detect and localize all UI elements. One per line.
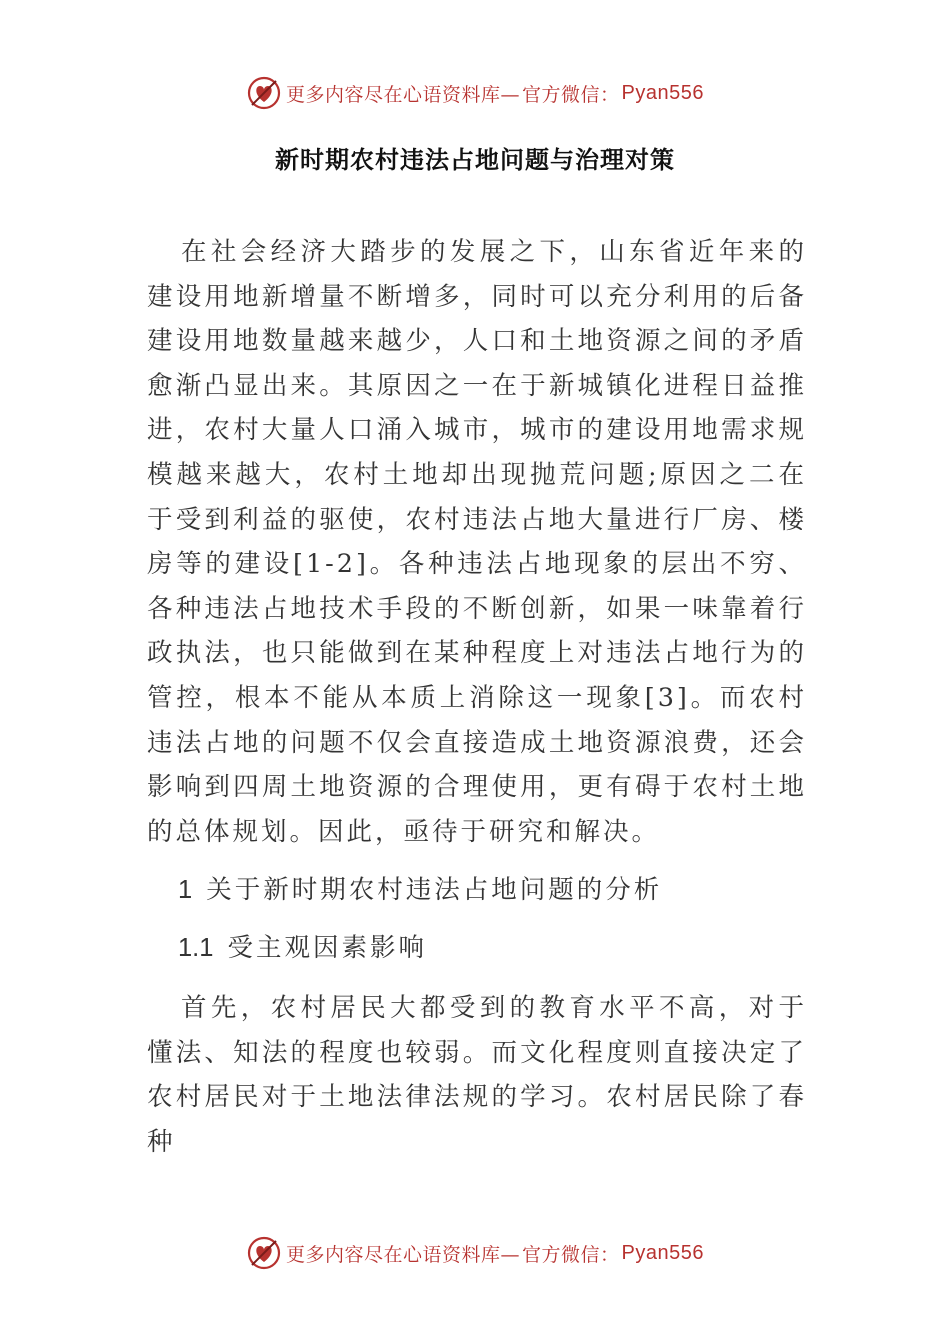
heart-logo-icon: [246, 75, 282, 111]
header-banner: [0, 73, 950, 113]
paragraph-subjective-factors: 首先，农村居民大都受到的教育水平不高，对于懂法、知法的程度也较弱。而文化程度则直接决定了农村居民对于土地法律法规的学习。农村居民除了春种: [147, 993, 807, 1157]
promo-text: 更多内容尽在心语资料库—: [286, 83, 521, 106]
heart-logo-icon: [246, 1235, 282, 1271]
document-title: 新时期农村违法占地问题与治理对策: [275, 146, 675, 174]
section-heading-1: [178, 870, 662, 906]
subsection-number: 1.1: [178, 934, 214, 962]
wechat-id: Pyan556: [621, 81, 704, 104]
wechat-label: 官方微信：: [522, 83, 620, 106]
section-number: 1: [178, 876, 193, 904]
promo-text: 更多内容尽在心语资料库—: [286, 1243, 521, 1266]
wechat-label: 官方微信：: [522, 1243, 620, 1266]
subsection-title: 受主观因素影响: [227, 933, 427, 963]
footer-banner: [0, 1233, 950, 1273]
paragraph-intro: 在社会经济大踏步的发展之下，山东省近年来的建设用地新增量不断增多，同时可以充分利用的后备建设用地数量越来越少，人口和土地资源之间的矛盾愈渐凸显出来。其原因之一在于新城镇化进程日益推进，农村大量人口涌入城市，城市的建设用地需求规模越来越大，农村土地却出现抛荒问题;原因之二在于受到利益的驱使，农村违法占地大量进行厂房、楼房等的建设[1-2]。各种违法占地现象的层出不穷、各种违法占地技术手段的不断创新，如果一味靠着行政执法，也只能做到在某种程度上对违法占地行为的管控，根本不能从本质上消除这一现象[3]。而农村违法占地的问题不仅会直接造成土地资源浪费，还会影响到四周土地资源的合理使用，更有碍于农村土地的总体规划。因此，亟待于研究和解决。: [147, 237, 807, 847]
wechat-id: Pyan556: [621, 1241, 704, 1264]
section-heading-1-1: [178, 928, 427, 964]
section-title: 关于新时期农村违法占地问题的分析: [206, 875, 663, 905]
